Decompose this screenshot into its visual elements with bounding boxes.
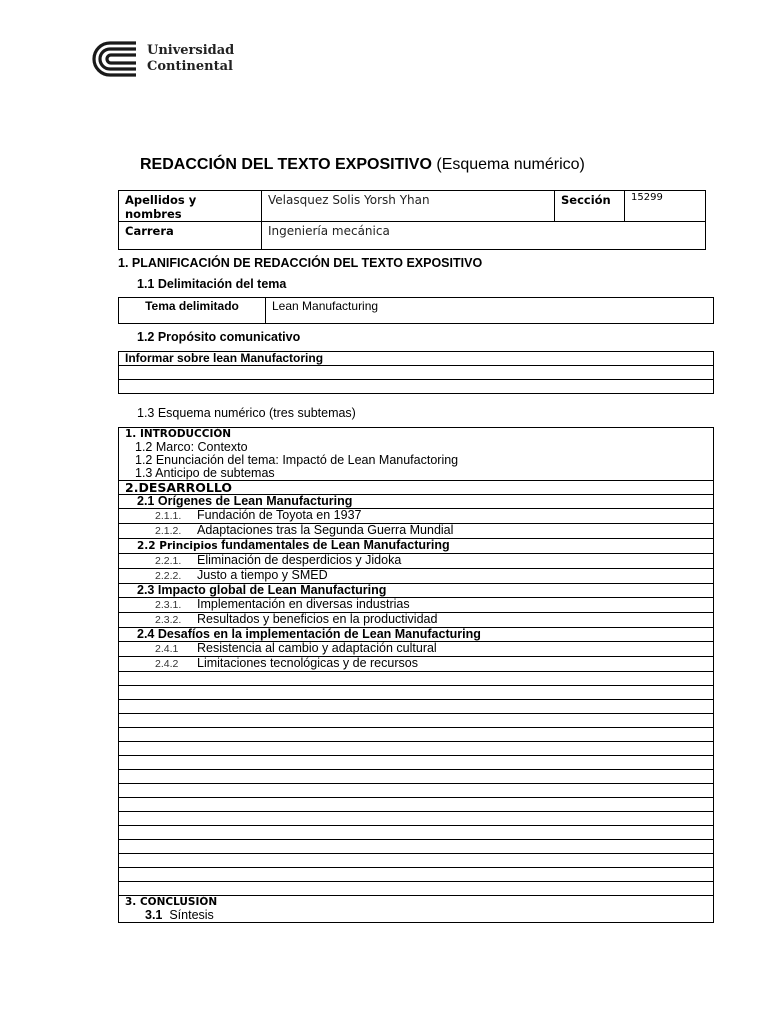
blank-row [119,854,714,868]
item-2-2-1 [119,554,714,569]
item-2-2-2 [119,569,714,584]
proposito-value: Informar sobre lean Manufactoring [119,352,714,366]
subtopic-2-1 [119,495,714,509]
university-logo [92,40,252,80]
logo-line-2: Continental [147,59,233,74]
item-text: Justo a tiempo y SMED [197,568,328,582]
esquema-table [118,427,714,923]
document-title [140,156,585,174]
subsection-1-2-heading: 1.2 Propósito comunicativo [137,330,301,344]
proposito-table [118,351,714,394]
blank-row [119,812,714,826]
blank-row [119,840,714,854]
blank-row [119,700,714,714]
intro-header: 1. INTRODUCCIÓN [125,428,232,440]
subtopic-title: Impacto global de Lean Manufacturing [157,583,387,597]
item-2-4-2 [119,657,714,672]
item-2-1-1 [119,509,714,524]
conclusion-header: 3. CONCLUSIÓN [125,896,218,908]
career-value: Ingeniería mecánica [262,222,706,250]
intro-line: 1.2 Marco: Contexto [135,440,248,454]
subtopic-2-3 [119,584,714,598]
item-text: Fundación de Toyota en 1937 [197,508,362,522]
name-label: Apellidos y nombres [119,191,262,222]
subtopic-2-2 [119,539,714,554]
item-number: 2.1.1. [155,510,182,522]
conclusion-text: Síntesis [169,908,214,922]
conclusion-item [125,909,707,922]
item-number: 2.3.1. [155,599,182,611]
intro-line: 1.2 Enunciación del tema: Impactó de Lean Manufactoring [135,453,459,467]
blank-row [119,672,714,686]
subtopic-number: 2.3 [137,583,155,597]
item-text: Adaptaciones tras la Segunda Guerra Mundial [197,523,454,537]
section-label: Sección [555,191,625,222]
item-number: 2.2.1. [155,555,182,567]
section-value: 15299 [625,191,706,222]
item-text: Eliminación de desperdicios y Jidoka [197,553,402,567]
item-number: 2.4.2 [155,658,179,670]
item-number: 2.2.2. [155,570,182,582]
item-text: Resultados y beneficios en la productividad [197,612,438,626]
title-normal: (Esquema numérico) [436,156,585,173]
item-2-1-2 [119,524,714,539]
proposito-blank-row [119,366,714,380]
section-1-heading: 1. PLANIFICACIÓN DE REDACCIÓN DEL TEXTO EXPOSITIVO [118,256,483,270]
proposito-blank-row [119,380,714,394]
subtopic-number: 2.4 [137,627,155,641]
logo-emblem-icon [92,40,140,78]
conclusion-number: 3.1 [145,908,163,922]
blank-row [119,798,714,812]
subtopic-title: Desafíos en la implementación de Lean Manufacturing [157,627,481,641]
blank-row [119,784,714,798]
subtopic-number: 2.2 Principios [137,540,218,552]
item-number: 2.1.2. [155,525,182,537]
name-value: Velasquez Solis Yorsh Yhan [262,191,555,222]
subsection-1-3-text: 1.3 Esquema numérico (tres subtemas) [137,406,356,420]
blank-row [119,686,714,700]
item-text: Limitaciones tecnológicas y de recursos [197,656,418,670]
logo-text [147,43,234,75]
blank-row [119,868,714,882]
title-bold: REDACCIÓN DEL TEXTO EXPOSITIVO [140,156,432,173]
item-number: 2.3.2. [155,614,182,626]
blank-row [119,882,714,896]
intro-cell [119,428,714,481]
item-2-4-1 [119,642,714,657]
blank-row [119,742,714,756]
subtopic-number: 2.1 [137,494,155,508]
subtopic-2-4 [119,628,714,642]
item-text: Implementación en diversas industrias [197,597,410,611]
blank-row [119,714,714,728]
subsection-1-3-heading [137,406,356,420]
tema-table [118,297,714,324]
subsection-1-1-heading: 1.1 Delimitación del tema [137,277,287,291]
item-2-3-1 [119,598,714,613]
subtopic-title: fundamentales de Lean Manufacturing [221,538,450,552]
student-info-table [118,190,706,250]
blank-row [119,728,714,742]
item-number: 2.4.1 [155,643,179,655]
blank-row [119,756,714,770]
item-text: Resistencia al cambio y adaptación cultural [197,641,437,655]
conclusion-cell [119,896,714,923]
career-label: Carrera [119,222,262,250]
tema-value: Lean Manufacturing [266,298,714,324]
blank-row [119,770,714,784]
intro-line: 1.3 Anticipo de subtemas [135,466,275,480]
desarrollo-header: 2.DESARROLLO [119,481,714,495]
logo-line-1: Universidad [147,43,235,58]
subtopic-title: Orígenes de Lean Manufacturing [157,494,353,508]
item-2-3-2 [119,613,714,628]
blank-row [119,826,714,840]
tema-label: Tema delimitado [119,298,266,324]
